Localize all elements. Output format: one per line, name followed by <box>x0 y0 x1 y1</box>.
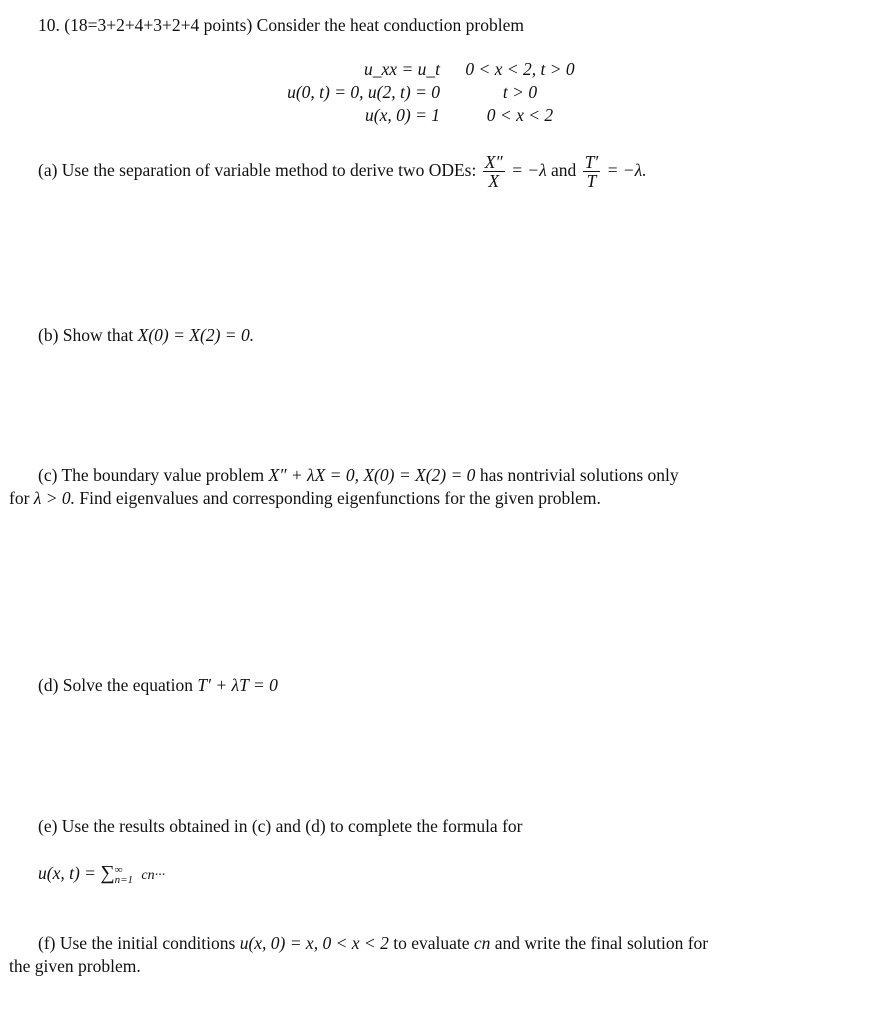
fraction-x-den: X <box>483 171 505 190</box>
part-b-text: (b) Show that <box>38 325 134 345</box>
part-a-text: (a) Use the separation of variable method to derive two ODEs: <box>38 160 477 180</box>
part-f-line2: the given problem. <box>9 956 141 976</box>
part-f-mid: to evaluate <box>393 933 470 953</box>
part-a-eq1-rhs: = −λ <box>511 160 547 180</box>
part-a-and: and <box>551 160 577 180</box>
fraction-t-den: T <box>583 171 601 190</box>
problem-heading: 10. (18=3+2+4+3+2+4 points) Consider the heat conduction problem <box>38 15 524 35</box>
part-c-line2 <box>9 487 601 510</box>
part-c-lambda: λ > 0. <box>33 488 76 508</box>
part-a <box>38 150 647 190</box>
fraction-t <box>583 153 601 190</box>
part-f-cn: cn <box>473 933 491 953</box>
part-c-line1 <box>38 464 679 487</box>
part-c-bvp: X″ + λX = 0, X(0) = X(2) = 0 <box>268 465 476 485</box>
part-f-initial: u(x, 0) = x, 0 < x < 2 <box>239 933 389 953</box>
pde-equation: u_xx = u_t <box>364 59 440 79</box>
part-d-math: T′ + λT = 0 <box>197 675 278 695</box>
fraction-x <box>483 153 505 190</box>
sum-limits <box>115 865 133 885</box>
part-f-prefix: (f) Use the initial conditions <box>38 933 236 953</box>
initial-domain: 0 < x < 2 <box>486 105 554 125</box>
part-d-text: (d) Solve the equation <box>38 675 194 695</box>
formula-rhs: cn··· <box>141 868 166 883</box>
boundary-domain: t > 0 <box>502 82 538 102</box>
boundary-conditions: u(0, t) = 0, u(2, t) = 0 <box>287 82 440 102</box>
part-b-math: X(0) = X(2) = 0. <box>137 325 255 345</box>
sum-lower: n=1 <box>114 873 134 886</box>
part-e-formula <box>38 860 165 889</box>
part-f-suffix: and write the final solution for <box>494 933 709 953</box>
part-f-line1 <box>38 932 708 955</box>
part-c-suffix: has nontrivial solutions only <box>479 465 679 485</box>
part-c-line2-text: Find eigenvalues and corresponding eigenfunctions for the given problem. <box>79 488 601 508</box>
part-a-eq2-rhs: = −λ. <box>606 160 647 180</box>
part-c-for: for <box>9 488 30 508</box>
sum-symbol: ∑ <box>100 862 115 884</box>
fraction-x-num: X″ <box>484 152 503 173</box>
formula-lhs: u(x, t) = <box>38 863 96 883</box>
part-d <box>38 674 278 697</box>
part-b <box>38 324 254 347</box>
sum-upper: ∞ <box>114 863 123 876</box>
initial-condition: u(x, 0) = 1 <box>365 105 440 125</box>
fraction-t-num: T′ <box>584 152 599 173</box>
pde-domain: 0 < x < 2, t > 0 <box>465 59 575 79</box>
part-c-prefix: (c) The boundary value problem <box>38 465 265 485</box>
part-e: (e) Use the results obtained in (c) and (d) to complete the formula for <box>38 816 523 836</box>
